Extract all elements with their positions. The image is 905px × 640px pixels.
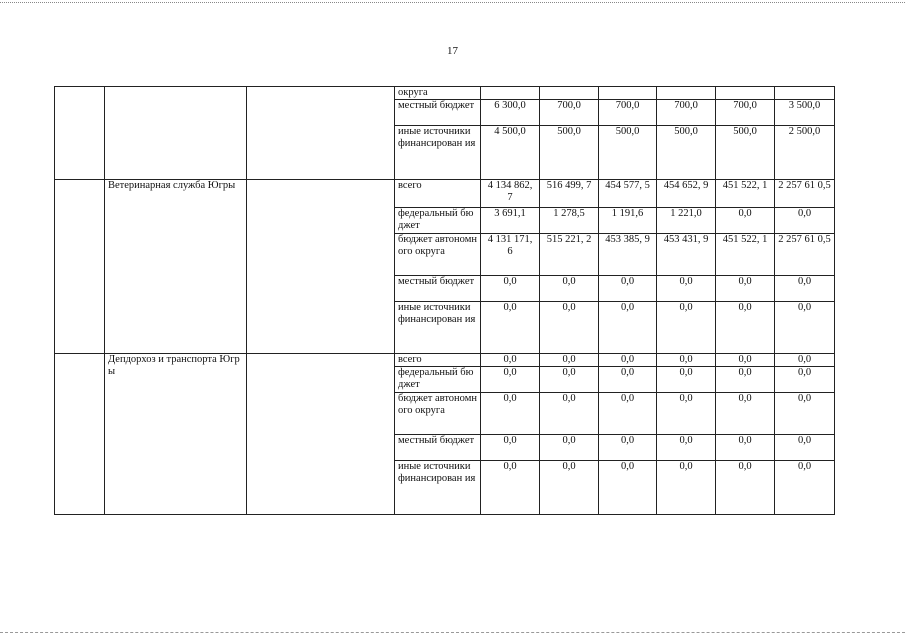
amount-cell: 453 431, 9 [657,234,716,276]
funding-source-label: иные источники финансирован ия [395,461,481,515]
table-body [55,87,835,515]
amount-cell: 4 131 171, 6 [481,234,540,276]
amount-cell: 700,0 [599,100,657,126]
amount-cell: 700,0 [540,100,599,126]
page-number: 17 [447,45,458,57]
funding-source-label: федеральный бюджет [395,367,481,393]
amount-cell: 0,0 [657,354,716,367]
amount-cell: 0,0 [599,435,657,461]
amount-cell: 0,0 [481,276,540,302]
table-row [55,180,835,208]
amount-cell: 4 500,0 [481,126,540,180]
amount-cell [657,87,716,100]
amount-cell [775,87,835,100]
description-cell [247,180,395,354]
amount-cell: 0,0 [716,302,775,354]
amount-cell: 0,0 [775,354,835,367]
amount-cell: 0,0 [599,461,657,515]
organization-cell: Ветеринарная служба Югры [105,180,247,354]
amount-cell: 0,0 [540,435,599,461]
amount-cell: 0,0 [775,208,835,234]
amount-cell: 3 500,0 [775,100,835,126]
amount-cell: 0,0 [657,393,716,435]
funding-source-label: иные источники финансирован ия [395,302,481,354]
amount-cell: 0,0 [599,367,657,393]
amount-cell: 0,0 [540,302,599,354]
number-cell [55,180,105,354]
amount-cell: 454 577, 5 [599,180,657,208]
amount-cell: 0,0 [599,354,657,367]
amount-cell [716,87,775,100]
amount-cell: 0,0 [775,393,835,435]
amount-cell: 0,0 [716,461,775,515]
amount-cell: 3 691,1 [481,208,540,234]
amount-cell: 2 257 61 0,5 [775,180,835,208]
amount-cell: 4 134 862, 7 [481,180,540,208]
funding-source-label: округа [395,87,481,100]
funding-source-label: всего [395,354,481,367]
funding-source-label: местный бюджет [395,100,481,126]
number-cell [55,87,105,180]
funding-source-label: всего [395,180,481,208]
amount-cell: 515 221, 2 [540,234,599,276]
amount-cell: 0,0 [540,354,599,367]
amount-cell: 500,0 [716,126,775,180]
number-cell [55,354,105,515]
amount-cell: 0,0 [657,435,716,461]
budget-table [54,86,835,515]
amount-cell: 0,0 [775,276,835,302]
amount-cell: 0,0 [481,461,540,515]
amount-cell [481,87,540,100]
amount-cell: 1 221,0 [657,208,716,234]
amount-cell: 0,0 [775,461,835,515]
description-cell [247,354,395,515]
amount-cell: 0,0 [775,367,835,393]
funding-source-label: бюджет автономного округа [395,234,481,276]
amount-cell: 500,0 [657,126,716,180]
amount-cell: 0,0 [599,276,657,302]
amount-cell: 0,0 [599,302,657,354]
amount-cell: 0,0 [657,302,716,354]
amount-cell: 500,0 [540,126,599,180]
amount-cell: 0,0 [540,367,599,393]
organization-cell [105,87,247,180]
amount-cell: 6 300,0 [481,100,540,126]
amount-cell: 454 652, 9 [657,180,716,208]
amount-cell: 2 500,0 [775,126,835,180]
amount-cell: 0,0 [540,393,599,435]
amount-cell: 0,0 [716,393,775,435]
amount-cell: 0,0 [481,367,540,393]
amount-cell: 0,0 [775,302,835,354]
description-cell [247,87,395,180]
amount-cell: 0,0 [716,354,775,367]
amount-cell: 0,0 [481,393,540,435]
funding-source-label: местный бюджет [395,435,481,461]
amount-cell: 453 385, 9 [599,234,657,276]
amount-cell: 0,0 [657,461,716,515]
funding-source-label: федеральный бюджет [395,208,481,234]
amount-cell: 1 278,5 [540,208,599,234]
amount-cell: 0,0 [599,393,657,435]
amount-cell: 2 257 61 0,5 [775,234,835,276]
table-row [55,87,835,100]
amount-cell: 516 499, 7 [540,180,599,208]
amount-cell: 0,0 [481,435,540,461]
organization-cell: Депдорхоз и транспорта Югры [105,354,247,515]
amount-cell: 0,0 [716,367,775,393]
funding-source-label: местный бюджет [395,276,481,302]
funding-source-label: иные источники финансирован ия [395,126,481,180]
funding-source-label: бюджет автономного округа [395,393,481,435]
amount-cell: 0,0 [540,276,599,302]
amount-cell: 0,0 [716,435,775,461]
scan-edge-bottom [0,632,905,634]
scan-edge-top [0,2,905,4]
amount-cell: 700,0 [657,100,716,126]
amount-cell: 0,0 [481,302,540,354]
amount-cell: 0,0 [540,461,599,515]
amount-cell [599,87,657,100]
amount-cell: 451 522, 1 [716,234,775,276]
table-row [55,354,835,367]
amount-cell: 0,0 [775,435,835,461]
amount-cell: 0,0 [657,367,716,393]
amount-cell: 700,0 [716,100,775,126]
amount-cell [540,87,599,100]
amount-cell: 0,0 [481,354,540,367]
amount-cell: 1 191,6 [599,208,657,234]
amount-cell: 0,0 [716,208,775,234]
amount-cell: 451 522, 1 [716,180,775,208]
amount-cell: 0,0 [716,276,775,302]
amount-cell: 500,0 [599,126,657,180]
amount-cell: 0,0 [657,276,716,302]
